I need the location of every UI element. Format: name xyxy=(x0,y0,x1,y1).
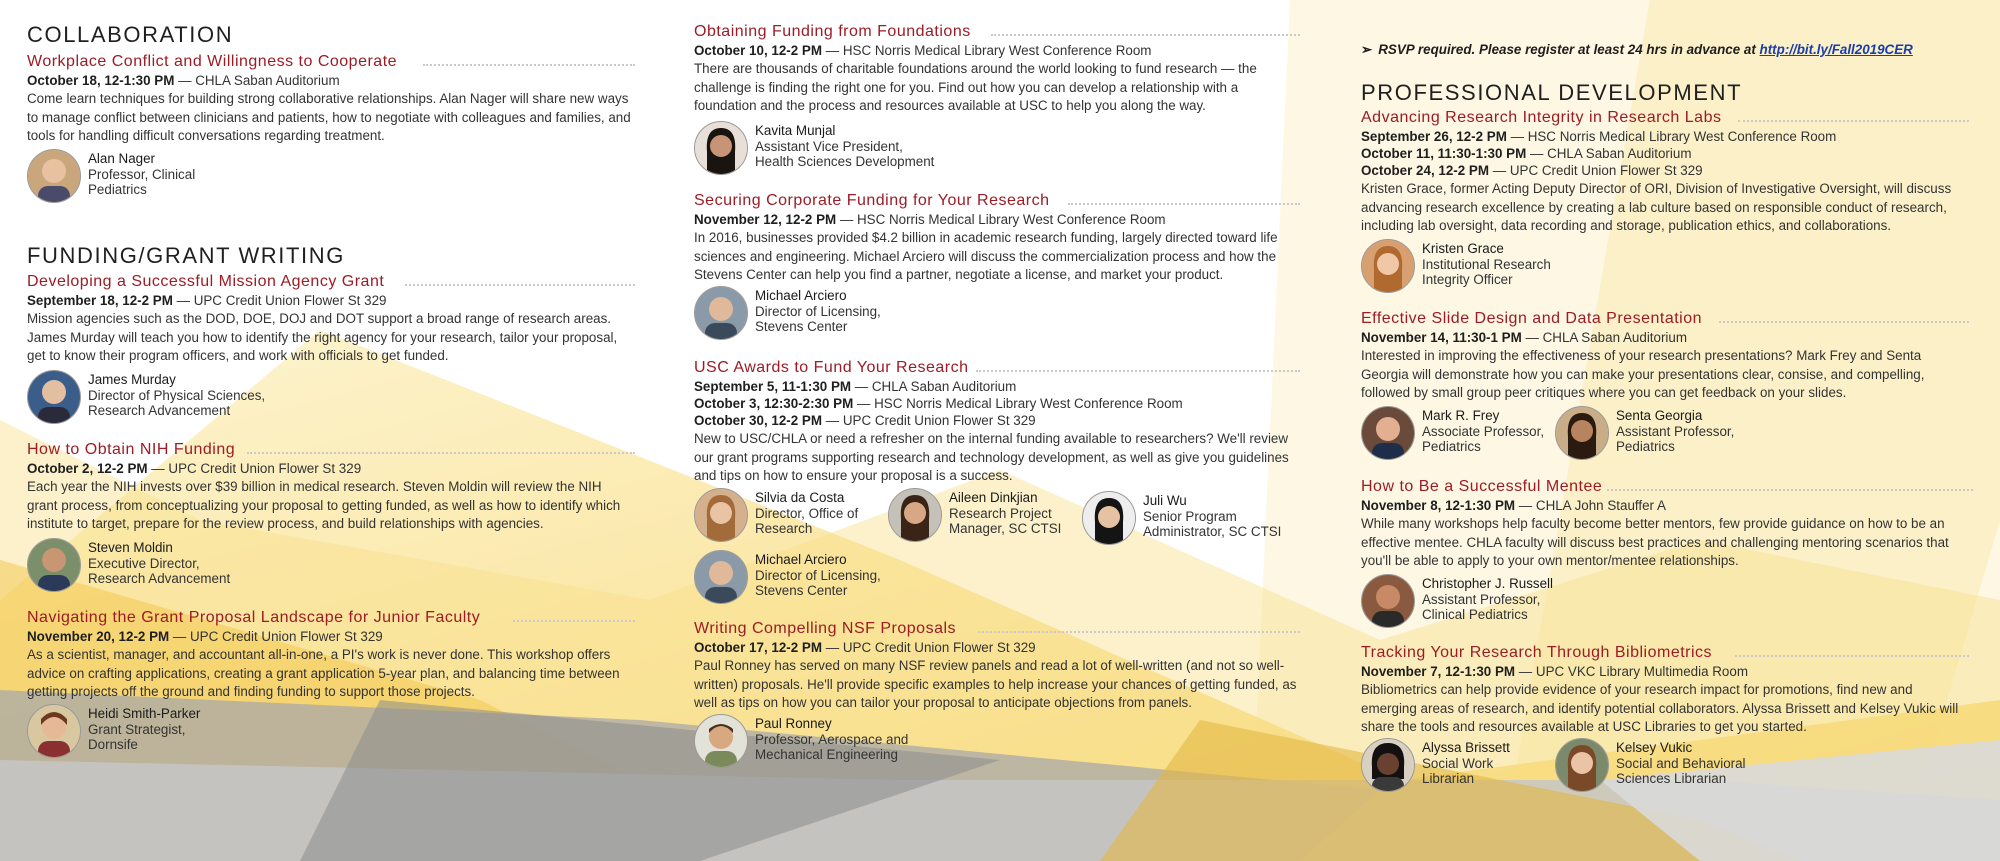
speaker-role: Executive Director, xyxy=(88,555,200,571)
speaker-name: Steven Moldin xyxy=(88,540,173,555)
event-date: September 18, 12-2 PM — UPC Credit Union Flower St 329 xyxy=(27,293,387,308)
event-date: November 12, 12-2 PM — HSC Norris Medical Library West Conference Room xyxy=(694,212,1166,227)
event-usc-awards xyxy=(694,359,1300,486)
event-description: Bibliometrics can help provide evidence of your research impact for promotions, find new and emerging areas of research, and identify potential collaborators. Alyssa Brissett and Kelsey Vukic will share the tools and resources available at USC Libraries to get you started. xyxy=(1361,682,1959,734)
event-date: October 30, 12-2 PM — UPC Credit Union Flower St 329 xyxy=(694,413,1036,428)
speaker-department: Research xyxy=(755,521,813,536)
speaker-photo xyxy=(27,704,81,758)
speaker-name: Kelsey Vukic xyxy=(1616,740,1693,755)
event-title: Navigating the Grant Proposal Landscape for Junior Faculty xyxy=(27,609,481,626)
event-description: Kristen Grace, former Acting Deputy Director of ORI, Division of Investigative Oversight, will discuss advancing research excellence by creating a lab culture based on responsible conduct of research, including lab oversight, data recording and storage, publication ethics, and collaborations. xyxy=(1361,181,1952,233)
event-date: September 26, 12-2 PM — HSC Norris Medical Library West Conference Room xyxy=(1361,129,1837,144)
event-title: Obtaining Funding from Foundations xyxy=(694,23,971,40)
speaker-department: Sciences Librarian xyxy=(1616,771,1727,786)
section-title-collaboration: COLLABORATION xyxy=(27,22,234,47)
speaker-name: Mark R. Frey xyxy=(1422,408,1500,423)
event-title: Developing a Successful Mission Agency Grant xyxy=(27,273,385,290)
speaker-role: Associate Professor, xyxy=(1422,423,1545,439)
speaker-role: Senior Program xyxy=(1143,508,1237,524)
speaker-photo xyxy=(1361,239,1415,293)
event-description: As a scientist, manager, and accountant all-in-one, a PI's work is never done. This workshop offers advice on crafting applications, creating a grant application 5-year plan, and balancing time between getting projects off the ground and finding funding to support those projects. xyxy=(27,647,620,699)
speaker-role: Research Project xyxy=(949,505,1052,521)
speaker-name: Senta Georgia xyxy=(1616,408,1703,423)
speaker-role: Assistant Vice President, xyxy=(755,138,903,154)
speaker-department: Librarian xyxy=(1422,771,1475,786)
event-title: Effective Slide Design and Data Presentation xyxy=(1361,310,1703,327)
speaker-photo xyxy=(1555,738,1609,792)
event-description: While many workshops help faculty become better mentors, few provide guidance on how to be an effective mentee. CHLA faculty will discuss best practices and challenging mentoring scenarios that you'll be able to apply to your own mentor/mentee relationships. xyxy=(1361,516,1949,568)
speaker-name: Michael Arciero xyxy=(755,552,847,567)
speaker-photo xyxy=(1555,406,1609,460)
speaker-photo xyxy=(694,488,748,542)
speaker-photo xyxy=(27,538,81,592)
event-junior-faculty xyxy=(27,609,635,702)
speaker-name: Alyssa Brissett xyxy=(1422,740,1510,755)
rsvp-notice xyxy=(1361,42,1913,58)
registration-link[interactable]: http://bit.ly/Fall2019CER xyxy=(1759,42,1913,57)
event-title: How to Obtain NIH Funding xyxy=(27,441,236,458)
speaker-department: Research Advancement xyxy=(88,403,231,418)
event-date: October 11, 11:30-1:30 PM — CHLA Saban Auditorium xyxy=(1361,146,1692,161)
event-foundations xyxy=(694,23,1300,116)
rsvp-text: RSVP required. Please register at least 24 hrs in advance at xyxy=(1378,42,1760,57)
speaker-photo xyxy=(694,121,748,175)
speaker-name: Alan Nager xyxy=(88,151,155,166)
event-date: November 7, 12-1:30 PM — UPC VKC Library Multimedia Room xyxy=(1361,664,1748,679)
event-mission-agency-grant xyxy=(27,273,635,366)
speaker-department: Integrity Officer xyxy=(1422,272,1513,287)
event-description: Paul Ronney has served on many NSF review panels and read a lot of well-written (and not so well-written) proposals. He'll provide specific examples to help increase your chances of getting funded, as well as tips on how you can tailor your proposal to anticipate objections from panels. xyxy=(694,658,1297,710)
speaker-role: Grant Strategist, xyxy=(88,721,186,737)
event-bibliometrics xyxy=(1361,644,1969,737)
speaker-department: Dornsife xyxy=(88,737,138,752)
speaker-role: Social and Behavioral xyxy=(1616,755,1746,771)
speaker-name: Michael Arciero xyxy=(755,288,847,303)
event-slide-design xyxy=(1361,310,1969,403)
speaker-photo xyxy=(1361,406,1415,460)
speaker-role: Assistant Professor, xyxy=(1422,591,1541,607)
speaker-department: Pediatrics xyxy=(1422,439,1481,454)
speaker-name: Silvia da Costa xyxy=(755,490,845,505)
speaker-department: Research Advancement xyxy=(88,571,231,586)
event-date: November 8, 12-1:30 PM — CHLA John Stauffer A xyxy=(1361,498,1666,513)
speaker-name: Juli Wu xyxy=(1143,493,1187,508)
speaker-role: Assistant Professor, xyxy=(1616,423,1735,439)
event-description: New to USC/CHLA or need a refresher on the internal funding available to researchers? We'll review our grant programs supporting research and technology development, as well as give you guidelines and tips on how to ensure your proposal is a success. xyxy=(694,431,1289,483)
speaker-photo xyxy=(1361,738,1415,792)
event-description: Mission agencies such as the DOD, DOE, DOJ and DOT support a broad range of research areas. James Murday will teach you how to identify the right agency for your research, tailor your proposal, get to know their program officers, and work with officials to get funded. xyxy=(27,311,618,363)
speaker-name: Paul Ronney xyxy=(755,716,832,731)
event-date: September 5, 11-1:30 PM — CHLA Saban Auditorium xyxy=(694,379,1017,394)
speaker-department: Health Sciences Development xyxy=(755,154,935,169)
event-title: Advancing Research Integrity in Research Labs xyxy=(1361,109,1722,126)
speaker-photo xyxy=(694,286,748,340)
event-description: Each year the NIH invests over $39 billion in medical research. Steven Moldin will review the NIH grant process, from conceptualizing your proposal to getting funded, as well as how to identify which institute to target, prepare for the review process, and build relationships with agencies. xyxy=(27,479,621,531)
event-research-integrity xyxy=(1361,109,1969,236)
speaker-photo xyxy=(27,370,81,424)
event-title: How to Be a Successful Mentee xyxy=(1361,478,1603,495)
speaker-photo xyxy=(888,488,942,542)
event-date: October 17, 12-2 PM — UPC Credit Union Flower St 329 xyxy=(694,640,1036,655)
event-corporate-funding xyxy=(694,192,1300,285)
speaker-department: Pediatrics xyxy=(1616,439,1675,454)
speaker-role: Social Work xyxy=(1422,755,1494,771)
speaker-role: Professor, Clinical xyxy=(88,166,196,182)
event-date: October 24, 12-2 PM — UPC Credit Union Flower St 329 xyxy=(1361,163,1703,178)
speaker-role: Director of Licensing, xyxy=(755,303,881,319)
speaker-name: Aileen Dinkjian xyxy=(949,490,1038,505)
event-title: Workplace Conflict and Willingness to Cooperate xyxy=(27,53,398,70)
speaker-department: Mechanical Engineering xyxy=(755,747,898,762)
event-nsf-proposals xyxy=(694,620,1300,713)
event-description: There are thousands of charitable foundations around the world looking to fund research — the challenge is finding the right one for you. Find out how you can develop a relationship with a foundation and the process and resources available at USC to help you along the way. xyxy=(694,61,1257,113)
speaker-photo xyxy=(1361,574,1415,628)
speaker-name: Kavita Munjal xyxy=(755,123,836,138)
speaker-role: Institutional Research xyxy=(1422,256,1551,272)
event-date: October 18, 12-1:30 PM — CHLA Saban Auditorium xyxy=(27,73,340,88)
event-date: October 3, 12:30-2:30 PM — HSC Norris Medical Library West Conference Room xyxy=(694,396,1183,411)
speaker-department: Administrator, SC CTSI xyxy=(1143,524,1282,539)
speaker-photo xyxy=(694,714,748,768)
event-nih-funding xyxy=(27,441,635,534)
speaker-photo xyxy=(27,149,81,203)
speaker-name: Kristen Grace xyxy=(1422,241,1504,256)
event-title: Writing Compelling NSF Proposals xyxy=(694,620,957,637)
event-title: Securing Corporate Funding for Your Research xyxy=(694,192,1050,209)
speaker-name: James Murday xyxy=(88,372,176,387)
speaker-department: Pediatrics xyxy=(88,182,147,197)
speaker-role: Director, Office of xyxy=(755,505,859,521)
speaker-role: Director of Licensing, xyxy=(755,567,881,583)
speaker-department: Stevens Center xyxy=(755,583,848,598)
event-description: In 2016, businesses provided $4.2 billion in academic research funding, largely directed toward life sciences and engineering. Michael Arciero will discuss the commercialization process and how the Stevens Center can help you find a partner, negotiate a license, and market your product. xyxy=(694,230,1278,282)
speaker-name: Heidi Smith-Parker xyxy=(88,706,201,721)
event-title: USC Awards to Fund Your Research xyxy=(694,359,969,376)
speaker-name: Christopher J. Russell xyxy=(1422,576,1553,591)
event-date: November 14, 11:30-1 PM — CHLA Saban Auditorium xyxy=(1361,330,1688,345)
speaker-role: Professor, Aerospace and xyxy=(755,731,909,747)
speaker-role: Director of Physical Sciences, xyxy=(88,387,266,403)
speaker-department: Stevens Center xyxy=(755,319,848,334)
speaker-photo xyxy=(694,550,748,604)
event-date: November 20, 12-2 PM — UPC Credit Union Flower St 329 xyxy=(27,629,383,644)
section-title-funding: FUNDING/GRANT WRITING xyxy=(27,243,345,268)
section-title-professional: PROFESSIONAL DEVELOPMENT xyxy=(1361,80,1743,105)
speaker-department: Manager, SC CTSI xyxy=(949,521,1062,536)
speaker-department: Clinical Pediatrics xyxy=(1422,607,1528,622)
event-date: October 10, 12-2 PM — HSC Norris Medical Library West Conference Room xyxy=(694,43,1152,58)
arrow-right-icon: ➢ xyxy=(1361,42,1373,57)
event-date: October 2, 12-2 PM — UPC Credit Union Flower St 329 xyxy=(27,461,362,476)
event-description: Interested in improving the effectiveness of your research presentations? Mark Frey and Senta Georgia will demonstrate how you can make your presentations clear, consise, and compelling, followed by small group peer critiques where you can get feedback on your slides. xyxy=(1361,348,1925,400)
event-successful-mentee xyxy=(1361,478,1973,571)
event-title: Tracking Your Research Through Bibliometrics xyxy=(1361,644,1713,661)
event-workplace-conflict xyxy=(27,53,635,146)
event-description: Come learn techniques for building strong collaborative relationships. Alan Nager will share new ways to manage conflict between clinicians and patients, how to negotiate with colleagues and families, and tools for handling difficult conversations regarding treatment. xyxy=(27,91,631,143)
speaker-photo xyxy=(1082,491,1136,545)
